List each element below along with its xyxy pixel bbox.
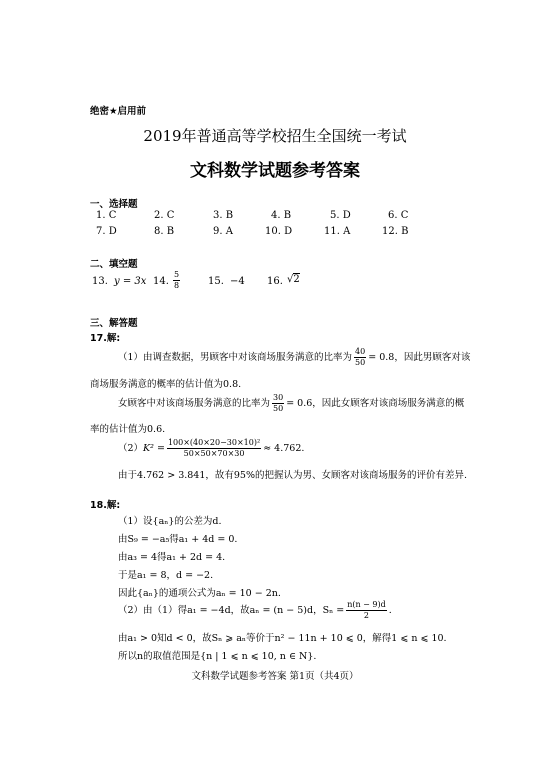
exam-title: 2019年普通高等学校招生全国统一考试 — [143, 127, 407, 145]
q17-p2-num: 30 — [273, 393, 284, 402]
section-solution-heading: 三、解答题 — [90, 318, 138, 329]
q18-line3: 由a₃ = 4得a₁ + 2d = 4. — [118, 552, 226, 563]
q18-line2: 由S₉ = −a₅得a₁ + 4d = 0. — [118, 534, 238, 545]
answer-12: 12. B — [382, 226, 409, 237]
q17-part1-line4: 率的估计值为0.6. — [90, 424, 166, 435]
answer-3: 3. B — [213, 210, 234, 221]
q17-p2-text-b: = 0.6，因此女顾客对该商场服务满意的概 — [286, 398, 465, 409]
q17-p2-fraction — [272, 393, 284, 414]
q18-sn-num: n(n − 9)d — [347, 600, 386, 609]
page-footer: 文科数学试题参考答案 第1页（共4页） — [191, 671, 359, 682]
choice-row-2 — [0, 226, 550, 240]
q18-sn-fraction — [346, 600, 387, 621]
q18-l6-text: （2）由（1）得a₁ = −4d，故aₙ = (n − 5)d，Sₙ = — [118, 605, 345, 616]
q15-label: 15. — [208, 276, 224, 287]
q14-denominator: 8 — [174, 281, 180, 290]
q18-line1: （1）设{aₙ}的公差为d. — [118, 516, 222, 527]
q17-k2-symbol: K² = — [143, 443, 165, 454]
q17-part1-line2: 商场服务满意的概率的估计值为0.8. — [90, 379, 242, 390]
q17-label: 17.解: — [90, 333, 121, 344]
q14-fraction — [173, 270, 180, 291]
choice-row-1 — [0, 210, 550, 224]
q17-p1-fraction — [354, 347, 366, 368]
q17-p1-text-b: = 0.8，因此男顾客对该 — [368, 352, 471, 363]
q13-label: 13. — [92, 276, 108, 287]
q17-part1-line3 — [118, 393, 464, 414]
answer-5: 5. D — [330, 210, 351, 221]
q14-label: 14. — [153, 276, 169, 287]
section-choice-heading: 一、选择题 — [90, 199, 138, 210]
q17-p2-text: 女顾客中对该商场服务满意的比率为 — [118, 398, 271, 409]
q17-p3-label: （2） — [118, 443, 144, 454]
answer-2: 2. C — [154, 210, 175, 221]
q17-k2-result: ≈ 4.762. — [263, 443, 305, 454]
q17-part1-line1 — [118, 347, 470, 368]
q18-sn-den: 2 — [363, 611, 369, 620]
q18-line7: 由a₁ > 0知d < 0，故Sₙ ⩾ aₙ等价于n² − 11n + 10 ⩽ 0，解得1 ⩽ n ⩽ 10. — [118, 633, 447, 644]
answer-4: 4. B — [271, 210, 292, 221]
q18-line6 — [118, 600, 392, 621]
answer-6: 6. C — [388, 210, 409, 221]
q14-answer — [171, 270, 182, 291]
q16-answer — [287, 274, 300, 285]
answer-11: 11. A — [324, 226, 351, 237]
answer-1: 1. C — [96, 210, 117, 221]
q13-answer: y = 3x — [114, 276, 147, 287]
fill-row — [0, 270, 550, 296]
q18-line8: 所以n的取值范围是{n | 1 ⩽ n ⩽ 10, n ∈ N}. — [118, 651, 317, 662]
q17-p1-text: （1）由调查数据，男顾客中对该商场服务满意的比率为 — [118, 352, 353, 363]
q18-label: 18.解: — [90, 500, 121, 511]
q18-line4: 于是a₁ = 8，d = −2. — [118, 570, 214, 581]
sqrt-sign-icon: √ — [287, 274, 294, 285]
q16-label: 16. — [267, 276, 283, 287]
q17-k2-num: 100×(40×20−30×10)² — [167, 438, 261, 447]
q17-k2-fraction — [167, 438, 261, 459]
q17-p1-num: 40 — [355, 347, 366, 356]
q17-p2-den: 50 — [273, 404, 284, 413]
q15-answer: −4 — [230, 276, 245, 287]
q17-part2-formula — [118, 438, 304, 459]
q18-l6-end: . — [388, 605, 392, 616]
answer-10: 10. D — [265, 226, 293, 237]
q18-line5: 因此{aₙ}的通项公式为aₙ = 10 − 2n. — [118, 588, 281, 599]
confidential-label: 绝密★启用前 — [90, 106, 147, 117]
q17-conclusion: 由于4.762 > 3.841，故有95%的把握认为男、女顾客对该商场服务的评价有差异. — [118, 470, 468, 481]
q16-radicand: 2 — [293, 274, 300, 285]
q17-p1-den: 50 — [355, 358, 366, 367]
answer-key-title: 文科数学试题参考答案 — [190, 161, 360, 181]
q14-numerator: 5 — [174, 270, 180, 279]
answer-7: 7. D — [96, 226, 117, 237]
answer-9: 9. A — [213, 226, 233, 237]
section-fill-heading: 二、填空题 — [90, 259, 138, 270]
q17-k2-den: 50×50×70×30 — [183, 449, 245, 458]
answer-8: 8. B — [154, 226, 175, 237]
